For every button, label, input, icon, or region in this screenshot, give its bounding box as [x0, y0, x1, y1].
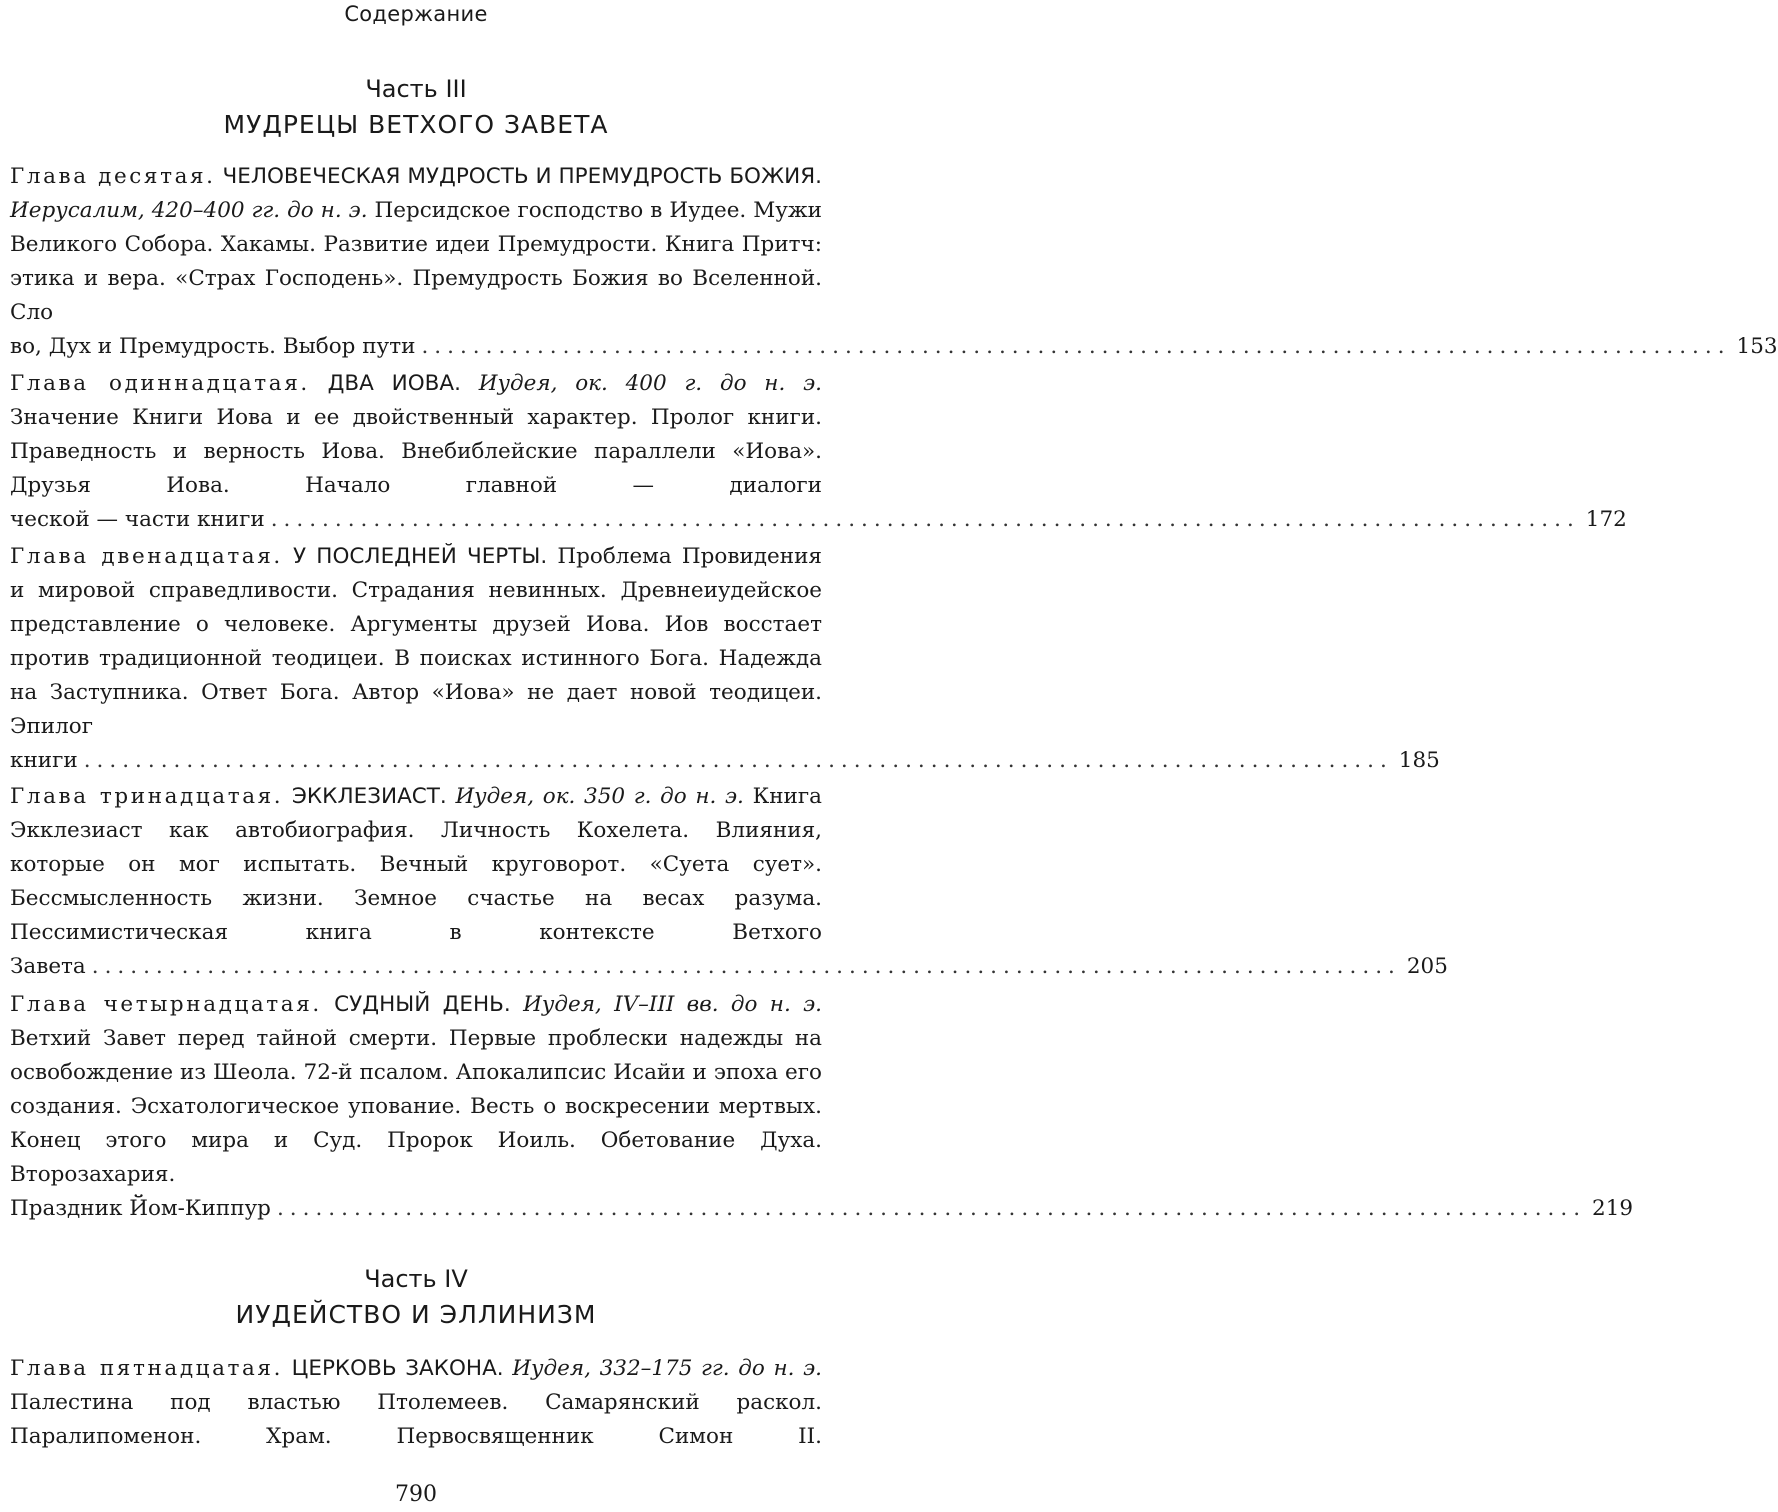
toc-leader-line: [10, 330, 1778, 364]
page-number: 219: [1592, 1196, 1634, 1221]
toc-leader-line: [10, 503, 1627, 537]
chapter-title: ЦЕРКОВЬ ЗАКОНА.: [291, 1356, 504, 1381]
chapter-title: СУДНЫЙ ДЕНЬ.: [334, 992, 511, 1017]
toc-entry-chapter-14[interactable]: [10, 988, 1634, 1226]
page-number: 153: [1736, 334, 1778, 359]
chapter-label: Глава четырнадцатая.: [10, 992, 322, 1017]
dot-leader: ......................................................................................................: [270, 507, 1580, 532]
page-number: 205: [1406, 954, 1448, 979]
dot-leader: ......................................................................................................: [91, 954, 1401, 979]
chapter-label: Глава тринадцатая.: [10, 784, 284, 809]
part-number: Часть III: [365, 75, 467, 103]
part-heading-iv: [0, 1262, 832, 1334]
chapter-place-date: Иудея, ок. 350 г. до н. э.: [455, 784, 744, 809]
toc-entry-chapter-13[interactable]: [10, 780, 1448, 984]
chapter-summary: Книга Экклезиаст как автобиография. Личность Кохелета. Влияния, которые он мог испытать. Вечный круговорот. «Суета сует». Бессмысленность жизни. Земное счастье на весах разума. Пессимистическая книга в контексте Ветхого: [10, 784, 822, 945]
chapter-place-date: Иудея, ок. 400 г. до н. э.: [478, 371, 822, 396]
chapter-label: Глава десятая.: [10, 164, 216, 189]
chapter-summary: Проблема Провидения и мировой справедливости. Страдания невинных. Древнеиудейское представление о человеке. Аргументы друзей Иова. Иов восстает против традиционной теодицеи. В поисках истинного Бога. Надежда на Заступника. Ответ Бога. Автор «Иова» не дает новой теодицеи. Эпилог: [10, 544, 822, 739]
dot-leader: ......................................................................................................: [83, 748, 1393, 773]
chapter-summary: Ветхий Завет перед тайной смерти. Первые проблески надежды на освобождение из Шеола. 72-й псалом. Апокалипсис Исайи и эпоха его создания. Эсхатологическое упование. Весть о воскресении мертвых. Конец этого мира и Суд. Пророк Иоиль. Обетование Духа. Второзахария.: [10, 1026, 822, 1187]
dot-leader: ......................................................................................................: [421, 334, 1731, 359]
chapter-summary: Персидское господство в Иудее. Мужи Великого Собора. Хакамы. Развитие идеи Премудрости. Книга Притч: этика и вера. «Страх Господень». Премудрость Божия во Вселенной. Сло: [10, 198, 823, 325]
part-heading-iii: [0, 72, 832, 144]
toc-entry-chapter-12[interactable]: [10, 540, 1440, 778]
chapter-label: Глава одиннадцатая.: [10, 371, 310, 396]
chapter-summary-end: ческой — части книги: [10, 507, 265, 532]
chapter-label: Глава двенадцатая.: [10, 544, 283, 569]
page-folio: 790: [395, 1482, 437, 1507]
page-number: 185: [1398, 748, 1440, 773]
chapter-place-date: Иудея, 332–175 гг. до н. э.: [512, 1356, 822, 1381]
chapter-label: Глава пятнадцатая.: [10, 1356, 284, 1381]
toc-entry-chapter-10[interactable]: [10, 160, 1778, 364]
chapter-title: У ПОСЛЕДНЕЙ ЧЕРТЫ.: [293, 544, 548, 569]
dot-leader: ......................................................................................................: [276, 1196, 1587, 1221]
page-number: 172: [1585, 507, 1627, 532]
part-number: Часть IV: [364, 1265, 468, 1293]
chapter-title: ДВА ИОВА.: [327, 371, 461, 396]
chapter-summary-end: Праздник Йом-Киппур: [10, 1196, 271, 1221]
chapter-summary-end: во, Дух и Премудрость. Выбор пути: [10, 334, 416, 359]
chapter-title: ЭККЛЕЗИАСТ.: [291, 784, 447, 809]
toc-leader-line: [10, 744, 1440, 778]
part-title: МУДРЕЦЫ ВЕТХОГО ЗАВЕТА: [223, 110, 609, 139]
part-title: ИУДЕЙСТВО И ЭЛЛИНИЗМ: [235, 1300, 597, 1329]
chapter-title: ЧЕЛОВЕЧЕСКАЯ МУДРОСТЬ И ПРЕМУДРОСТЬ БОЖИЯ.: [222, 164, 822, 189]
toc-leader-line: [10, 1192, 1634, 1226]
chapter-summary-end: книги: [10, 748, 78, 773]
toc-entry-chapter-15[interactable]: [10, 1352, 822, 1454]
toc-entry-chapter-11[interactable]: [10, 367, 1627, 537]
chapter-place-date: Иерусалим, 420–400 гг. до н. э.: [10, 198, 368, 223]
chapter-place-date: Иудея, IV–III вв. до н. э.: [523, 992, 822, 1017]
chapter-summary: Палестина под властью Птолемеев. Самарянский раскол. Паралипоменон. Храм. Первосвященник Симон II.: [10, 1390, 822, 1449]
toc-leader-line: [10, 950, 1448, 984]
chapter-summary-end: Завета: [10, 954, 86, 979]
chapter-summary: Значение Книги Иова и ее двойственный характер. Пролог книги. Праведность и верность Иова. Внебиблейские параллели «Иова». Друзья Иова. Начало главной — диалоги: [10, 405, 822, 498]
running-head: Содержание: [344, 2, 488, 26]
